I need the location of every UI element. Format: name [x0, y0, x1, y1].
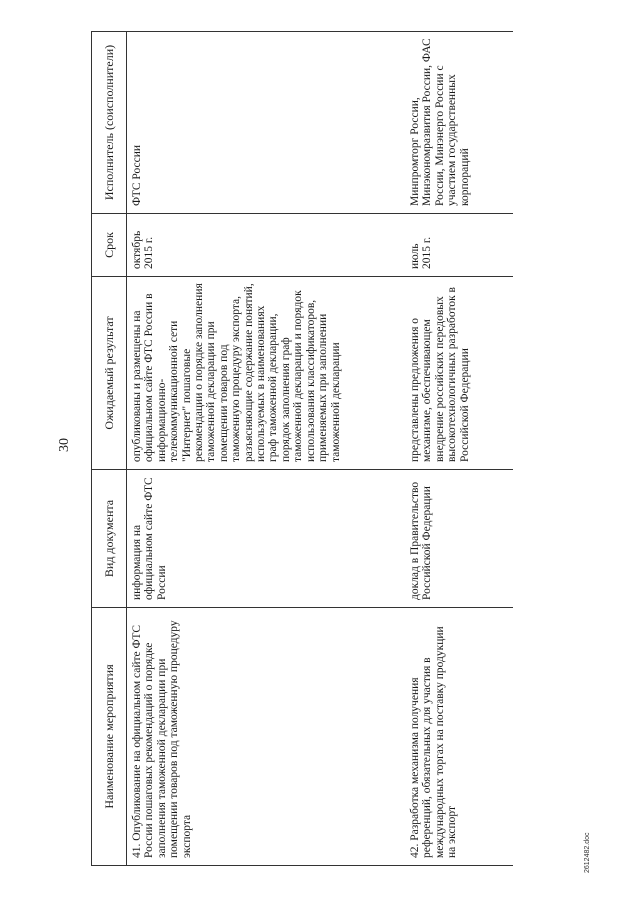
cell-executor: Минпромторг России, Минэкономразвития России, ФАС России, Минэнерго России с участием государственных корпораций — [405, 32, 513, 214]
header-executor: Исполнитель (соисполнители) — [92, 32, 127, 214]
table-row — [127, 32, 406, 866]
cell-name: 41. Опубликование на официальном сайте ФТС России пошаговых рекомендаций о порядке заполнения таможенной декларации при помещении товаров под таможенную процедуру экспорта — [127, 608, 406, 866]
cell-doc-type: доклад в Правительство Российской Федерации — [405, 470, 513, 608]
table-row — [405, 32, 513, 866]
header-result: Ожидаемый результат — [92, 277, 127, 470]
cell-result: опубликованы и размещены на официальном сайте ФТС России в информационно-телекоммуникационной сети "Интернет" пошаговые рекомендации о порядке заполнения таможенной декларации при помещении товаров под таможенную процедуру экспорта, разъясняющие содержание понятий, используемых в наименованиях граф таможенной декларации, порядок заполнения граф таможенной декларации и порядок использования классификаторов, применяемых при заполнении таможенной декларации — [127, 277, 406, 470]
cell-result: представлены предложения о механизме, обеспечивающем внедрение российских передовых высокотехнологичных разработок в Российской Федерации — [405, 277, 513, 470]
cell-name: 42. Разработка механизма получения референций, обязательных для участия в международных торгах на поставку продукции на экспорт — [405, 608, 513, 866]
header-deadline: Срок — [92, 214, 127, 277]
rotated-page-content — [91, 32, 509, 866]
table-header-row — [92, 32, 127, 866]
cell-deadline: октябрь 2015 г. — [127, 214, 406, 277]
cell-doc-type: информация на официальном сайте ФТС России — [127, 470, 406, 608]
cell-executor: ФТС России — [127, 32, 406, 214]
document-code: 2612482.doc — [584, 832, 591, 873]
header-doc-type: Вид документа — [92, 470, 127, 608]
page-number: 30 — [57, 438, 72, 452]
cell-deadline: июль 2015 г. — [405, 214, 513, 277]
activities-table — [91, 31, 513, 866]
header-name: Наименование мероприятия — [92, 608, 127, 866]
